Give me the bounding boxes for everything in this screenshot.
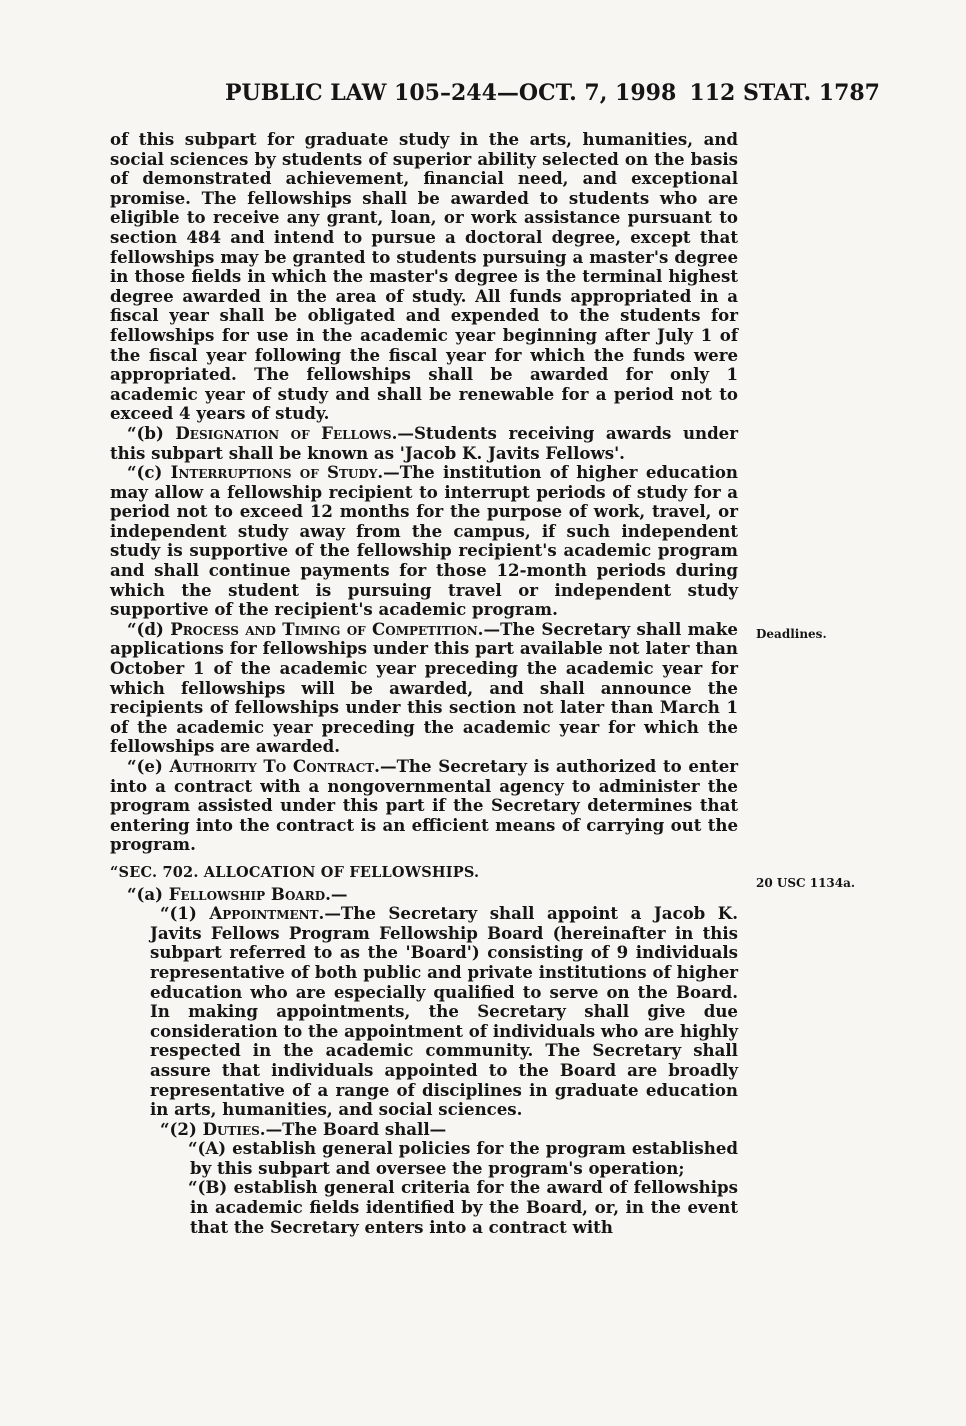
body-text [110, 130, 738, 1237]
subsection-b [110, 424, 738, 463]
statute-page-number: 112 STAT. 1787 [689, 80, 880, 106]
subsection-e-heading: Authority To Contract. [169, 756, 380, 776]
subsection-d-text: —The Secretary shall make applications for fellowships under this part available not later than October 1 of the academic year preceding the academic year for which fellowships will be awarded, and shall announce the recipients of fellowships under this section not later than March 1 of the academic year preceding the academic year for which the fellowships are awarded. [110, 618, 738, 757]
paragraph-1-appointment [150, 904, 738, 1120]
subsection-a-board [110, 885, 738, 905]
paragraph-1-heading: Appointment. [209, 903, 325, 924]
subsection-b-label: “(b) [127, 422, 176, 443]
subsection-b-text: —Students receiving awards under this subpart shall be known as 'Jacob K. Javits Fellows'. [110, 422, 738, 463]
subsection-e-label: “(e) [127, 756, 170, 776]
section-702-heading: “SEC. 702. ALLOCATION OF FELLOWSHIPS. [110, 863, 480, 881]
subparagraph-B: “(B) establish general criteria for the award of fellowships in academic fields identified by the Board, or, in the event that the Secretary enters into a contract with [188, 1177, 738, 1237]
paragraph-2-text: —The Board shall— [265, 1118, 447, 1139]
paragraph-2-duties [150, 1120, 738, 1140]
subsection-a-label: “(a) [127, 883, 169, 904]
subsection-a-dash: — [330, 883, 348, 904]
page-header [225, 80, 880, 114]
subsection-c [110, 463, 738, 620]
subsection-e [110, 757, 738, 855]
paragraph-1-label: “(1) [160, 903, 210, 924]
margin-note-deadlines: Deadlines. [756, 627, 827, 641]
subsection-c-heading: Interruptions of Study. [170, 462, 384, 483]
subsection-e-text: —The Secretary is authorized to enter into a contract with a nongovernmental agency to administer the program assisted under this part if the Secretary determines that entering into the contract is an efficient means of carrying out the program. [110, 756, 738, 855]
subsection-c-text: —The institution of higher education may allow a fellowship recipient to interrupt periods of study for a period not to exceed 12 months for the purpose of work, travel, or independent study away from the campus, if such independent study is supportive of the fellowship recipient's academic program and shall continue payments for those 12-month periods during which the student is pursuing travel or independent study supportive of the recipient's academic program. [110, 462, 738, 620]
subsection-d-heading: Process and Timing of Competition. [170, 618, 484, 639]
subsection-a-heading: Fellowship Board. [168, 883, 331, 904]
subsection-b-heading: Designation of Fellows. [175, 422, 398, 443]
subsection-d-label: “(d) [127, 618, 171, 639]
subsection-d [110, 620, 738, 757]
subsection-c-label: “(c) [127, 462, 171, 483]
paragraph-2-label: “(2) [160, 1118, 203, 1139]
public-law-citation: PUBLIC LAW 105–244—OCT. 7, 1998 [225, 80, 677, 106]
paragraph-a-continued: of this subpart for graduate study in the arts, humanities, and social sciences by students of superior ability selected on the basis of demonstrated achievement, financial need, and exceptional promise. The fellowships shall be awarded to students who are eligible to receive any grant, loan, or work assistance pursuant to section 484 and intend to pursue a doctoral degree, except that fellowships may be granted to students pursuing a master's degree in those fields in which the master's degree is the terminal highest degree awarded in the area of study. All funds appropriated in a fiscal year shall be obligated and expended to the students for fellowships for use in the academic year beginning after July 1 of the fiscal year following the fiscal year for which the funds were appropriated. The fellowships shall be awarded for only 1 academic year of study and shall be renewable for a period not to exceed 4 years of study. [110, 129, 738, 424]
margin-note-usc-citation: 20 USC 1134a. [756, 876, 856, 890]
subparagraph-A: “(A) establish general policies for the program established by this subpart and oversee the program's operation; [188, 1138, 738, 1178]
paragraph-2-heading: Duties. [202, 1118, 266, 1139]
paragraph-1-text: —The Secretary shall appoint a Jacob K. Javits Fellows Program Fellowship Board (hereinafter in this subpart referred to as the 'Board') consisting of 9 individuals representative of both public and private institutions of higher education who are especially qualified to serve on the Board. In making appointments, the Secretary shall give due consideration to the appointment of individuals who are highly respected in the academic community. The Secretary shall assure that individuals appointed to the Board are broadly representative of a range of disciplines in graduate education in arts, humanities, and social sciences. [150, 903, 738, 1120]
